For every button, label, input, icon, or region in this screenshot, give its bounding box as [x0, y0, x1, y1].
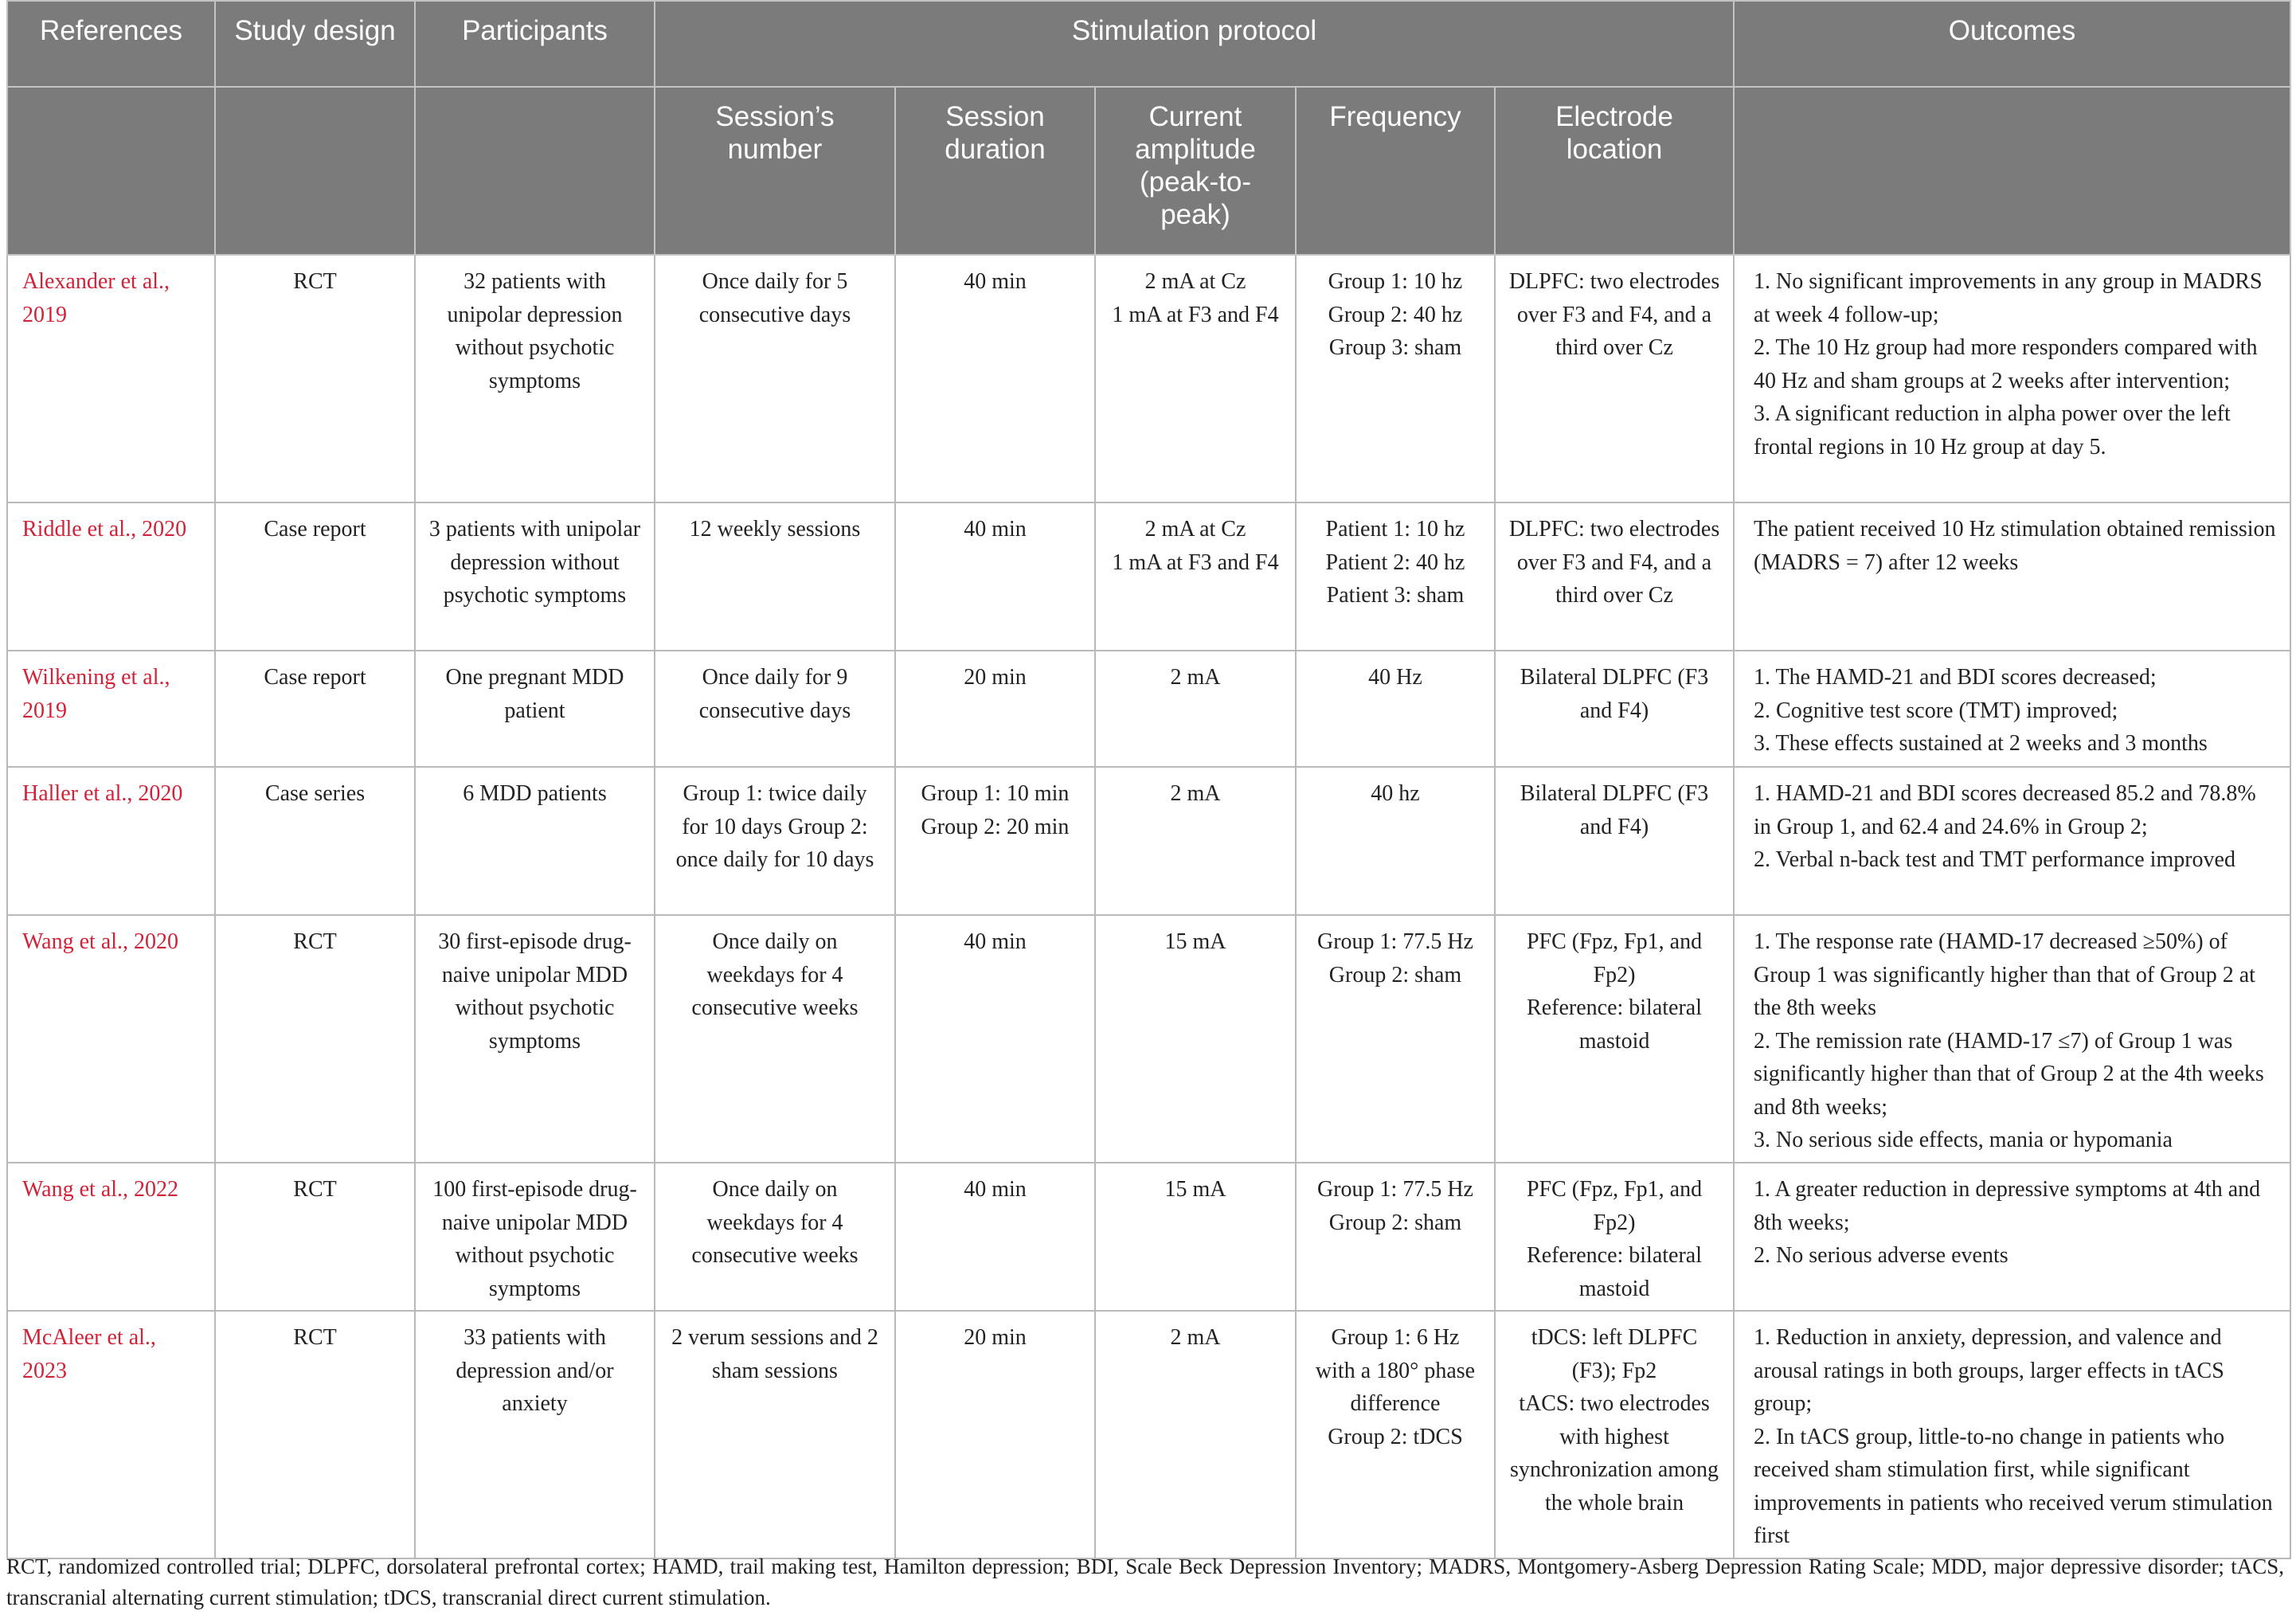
outcomes-cell-line: 2. The 10 Hz group had more responders compared with 40 Hz and sham groups at 2 weeks after intervention;: [1754, 335, 2258, 393]
frequency-cell-line: Group 2: tDCS: [1328, 1424, 1463, 1449]
frequency-cell-line: Group 1: 6 Hz with a 180° phase difference: [1315, 1325, 1476, 1416]
frequency-cell: [1296, 915, 1495, 1163]
duration-cell: 40 min: [895, 502, 1095, 651]
header-empty-cell: [1734, 87, 2290, 255]
electrode-cell-line: Bilateral DLPFC (F3 and F4): [1520, 665, 1709, 723]
outcomes-cell-line: 1. No significant improvements in any group in MADRS at week 4 follow-up;: [1754, 269, 2263, 327]
header-stimulation-protocol: Stimulation protocol: [655, 1, 1734, 87]
frequency-cell-line: Group 2: 40 hz: [1328, 302, 1463, 327]
header-empty-cell: [415, 87, 655, 255]
table-row: [7, 1163, 2290, 1311]
electrode-cell: [1495, 502, 1734, 651]
amplitude-cell: [1095, 915, 1296, 1163]
outcomes-cell-line: 2. In tACS group, little-to-no change in patients who received sham stimulation first, while significant improvements in patients who received verum stimulation first: [1754, 1424, 2273, 1548]
reference-cell: Wang et al., 2022: [7, 1163, 215, 1311]
amplitude-cell: [1095, 651, 1296, 767]
reference-cell: Alexander et al., 2019: [7, 255, 215, 502]
amplitude-cell-line: 2 mA: [1170, 665, 1221, 690]
frequency-cell-line: Patient 2: 40 hz: [1325, 549, 1465, 575]
participants-cell: 6 MDD patients: [415, 767, 655, 915]
sessions-cell: 2 verum sessions and 2 sham sessions: [655, 1311, 895, 1558]
study-table-container: [6, 0, 2290, 1559]
frequency-cell: [1296, 502, 1495, 651]
header-empty-cell: [7, 87, 215, 255]
study-design-cell: Case report: [215, 651, 415, 767]
outcomes-cell: [1734, 915, 2290, 1163]
header-outcomes: Outcomes: [1734, 1, 2290, 87]
electrode-cell-line: Reference: bilateral mastoid: [1527, 1243, 1702, 1301]
electrode-cell-line: Reference: bilateral mastoid: [1527, 995, 1702, 1054]
reference-cell: Wang et al., 2020: [7, 915, 215, 1163]
electrode-cell: [1495, 915, 1734, 1163]
outcomes-cell-line: 3. A significant reduction in alpha power over the left frontal regions in 10 Hz group at day 5.: [1754, 401, 2231, 459]
frequency-cell-line: 40 Hz: [1368, 665, 1422, 690]
amplitude-cell: [1095, 1163, 1296, 1311]
table-row: [7, 767, 2290, 915]
duration-cell: Group 1: 10 min Group 2: 20 min: [895, 767, 1095, 915]
amplitude-cell-line: 2 mA: [1170, 781, 1221, 806]
electrode-cell-line: Bilateral DLPFC (F3 and F4): [1520, 781, 1709, 839]
header-sessions-number: Session’s number: [655, 87, 895, 255]
frequency-cell: [1296, 651, 1495, 767]
reference-cell: Riddle et al., 2020: [7, 502, 215, 651]
outcomes-cell-line: The patient received 10 Hz stimulation obtained remission (MADRS = 7) after 12 weeks: [1754, 517, 2276, 575]
study-design-cell: RCT: [215, 1163, 415, 1311]
outcomes-cell: [1734, 1163, 2290, 1311]
participants-cell: 33 patients with depression and/or anxiety: [415, 1311, 655, 1558]
outcomes-cell-line: 2. The remission rate (HAMD-17 ≤7) of Group 1 was significantly higher than that of Group 2 at the 4th weeks and 8th weeks;: [1754, 1028, 2264, 1120]
outcomes-cell: [1734, 1311, 2290, 1558]
table-body: [7, 255, 2290, 1558]
frequency-cell: [1296, 1311, 1495, 1558]
header-session-duration: Session duration: [895, 87, 1095, 255]
frequency-cell: [1296, 255, 1495, 502]
table-row: [7, 255, 2290, 502]
outcomes-cell-line: 2. Cognitive test score (TMT) improved;: [1754, 698, 2118, 723]
electrode-cell-line: DLPFC: two electrodes over F3 and F4, and a third over Cz: [1508, 517, 1720, 608]
reference-cell: Wilkening et al., 2019: [7, 651, 215, 767]
frequency-cell-line: Group 2: sham: [1328, 1210, 1462, 1235]
frequency-cell-line: Group 1: 77.5 Hz: [1317, 929, 1473, 954]
duration-cell: 20 min: [895, 651, 1095, 767]
reference-cell: McAleer et al., 2023: [7, 1311, 215, 1558]
header-empty-cell: [215, 87, 415, 255]
table-row: [7, 1311, 2290, 1558]
frequency-cell-line: 40 hz: [1371, 781, 1420, 806]
outcomes-cell-line: 1. HAMD-21 and BDI scores decreased 85.2 and 78.8% in Group 1, and 62.4 and 24.6% in Group 2;: [1754, 781, 2256, 839]
header-row-sub: [7, 87, 2290, 255]
table-row: [7, 502, 2290, 651]
electrode-cell: [1495, 1311, 1734, 1558]
header-row-main: [7, 1, 2290, 87]
sessions-cell: Once daily on weekdays for 4 consecutive weeks: [655, 1163, 895, 1311]
outcomes-cell-line: 1. The response rate (HAMD-17 decreased ≥50%) of Group 1 was significantly higher than that of Group 2 at the 8th weeks: [1754, 929, 2255, 1020]
participants-cell: One pregnant MDD patient: [415, 651, 655, 767]
amplitude-cell: [1095, 767, 1296, 915]
duration-cell: 20 min: [895, 1311, 1095, 1558]
table-footnote: RCT, randomized controlled trial; DLPFC, dorsolateral prefrontal cortex; HAMD, trail making test, Hamilton depression; BDI, Scale Beck Depression Inventory; MADRS, Montgomery-Asberg Depression Rating Scale; MDD, major depressive disorder; tACS, transcranial alternating current stimulation; tDCS, transcranial direct current stimulation.: [6, 1554, 2284, 1609]
frequency-cell-line: Patient 1: 10 hz: [1325, 517, 1465, 542]
reference-cell: Haller et al., 2020: [7, 767, 215, 915]
outcomes-cell-line: 3. These effects sustained at 2 weeks and 3 months: [1754, 731, 2208, 756]
sessions-cell: Once daily for 9 consecutive days: [655, 651, 895, 767]
electrode-cell-line: tACS: two electrodes with highest synchronization among the whole brain: [1509, 1391, 1719, 1515]
amplitude-cell-line: 1 mA at F3 and F4: [1112, 549, 1279, 575]
electrode-cell-line: DLPFC: two electrodes over F3 and F4, and a third over Cz: [1508, 269, 1720, 360]
amplitude-cell: [1095, 502, 1296, 651]
sessions-cell: 12 weekly sessions: [655, 502, 895, 651]
sessions-cell: Once daily for 5 consecutive days: [655, 255, 895, 502]
participants-cell: 3 patients with unipolar depression without psychotic symptoms: [415, 502, 655, 651]
electrode-cell: [1495, 651, 1734, 767]
amplitude-cell-line: 2 mA: [1170, 1325, 1221, 1350]
outcomes-cell: [1734, 502, 2290, 651]
electrode-cell: [1495, 255, 1734, 502]
amplitude-cell-line: 15 mA: [1164, 1177, 1226, 1202]
amplitude-cell-line: 1 mA at F3 and F4: [1112, 302, 1279, 327]
study-design-cell: RCT: [215, 915, 415, 1163]
participants-cell: 30 first-episode drug-naive unipolar MDD without psychotic symptoms: [415, 915, 655, 1163]
sessions-cell: Once daily on weekdays for 4 consecutive weeks: [655, 915, 895, 1163]
study-design-cell: Case report: [215, 502, 415, 651]
frequency-cell-line: Group 2: sham: [1328, 962, 1462, 987]
outcomes-cell-line: 2. Verbal n-back test and TMT performance improved: [1754, 847, 2235, 872]
frequency-cell: [1296, 767, 1495, 915]
frequency-cell-line: Patient 3: sham: [1326, 583, 1465, 608]
frequency-cell: [1296, 1163, 1495, 1311]
study-design-cell: RCT: [215, 255, 415, 502]
participants-cell: 32 patients with unipolar depression without psychotic symptoms: [415, 255, 655, 502]
sessions-cell: Group 1: twice daily for 10 days Group 2: once daily for 10 days: [655, 767, 895, 915]
amplitude-cell-line: 2 mA at Cz: [1144, 269, 1246, 294]
outcomes-cell-line: 1. A greater reduction in depressive symptoms at 4th and 8th weeks;: [1754, 1177, 2261, 1235]
header-current-amplitude: Current amplitude (peak-to-peak): [1095, 87, 1296, 255]
amplitude-cell-line: 2 mA at Cz: [1144, 517, 1246, 542]
electrode-cell-line: tDCS: left DLPFC (F3); Fp2: [1531, 1325, 1698, 1383]
electrode-cell-line: PFC (Fpz, Fp1, and Fp2): [1526, 929, 1703, 987]
outcomes-cell-line: 3. No serious side effects, mania or hypomania: [1754, 1128, 2173, 1152]
amplitude-cell: [1095, 255, 1296, 502]
amplitude-cell-line: 15 mA: [1164, 929, 1226, 954]
duration-cell: 40 min: [895, 915, 1095, 1163]
frequency-cell-line: Group 1: 10 hz: [1328, 269, 1463, 294]
duration-cell: 40 min: [895, 255, 1095, 502]
header-study-design: Study design: [215, 1, 415, 87]
outcomes-cell: [1734, 767, 2290, 915]
header-references: References: [7, 1, 215, 87]
electrode-cell: [1495, 1163, 1734, 1311]
study-design-cell: RCT: [215, 1311, 415, 1558]
outcomes-cell-line: 1. Reduction in anxiety, depression, and valence and arousal ratings in both groups, larger effects in tACS group;: [1754, 1325, 2224, 1416]
frequency-cell-line: Group 3: sham: [1328, 335, 1462, 360]
electrode-cell: [1495, 767, 1734, 915]
duration-cell: 40 min: [895, 1163, 1095, 1311]
header-electrode-location: Electrode location: [1495, 87, 1734, 255]
header-frequency: Frequency: [1296, 87, 1495, 255]
table-row: [7, 915, 2290, 1163]
outcomes-cell: [1734, 651, 2290, 767]
outcomes-cell: [1734, 255, 2290, 502]
table-row: [7, 651, 2290, 767]
study-design-cell: Case series: [215, 767, 415, 915]
electrode-cell-line: PFC (Fpz, Fp1, and Fp2): [1526, 1177, 1703, 1235]
outcomes-cell-line: 1. The HAMD-21 and BDI scores decreased;: [1754, 665, 2157, 690]
table-header: [7, 1, 2290, 255]
participants-cell: 100 first-episode drug-naive unipolar MDD without psychotic symptoms: [415, 1163, 655, 1311]
header-participants: Participants: [415, 1, 655, 87]
amplitude-cell: [1095, 1311, 1296, 1558]
study-table: [6, 0, 2291, 1559]
frequency-cell-line: Group 1: 77.5 Hz: [1317, 1177, 1473, 1202]
outcomes-cell-line: 2. No serious adverse events: [1754, 1243, 2009, 1268]
